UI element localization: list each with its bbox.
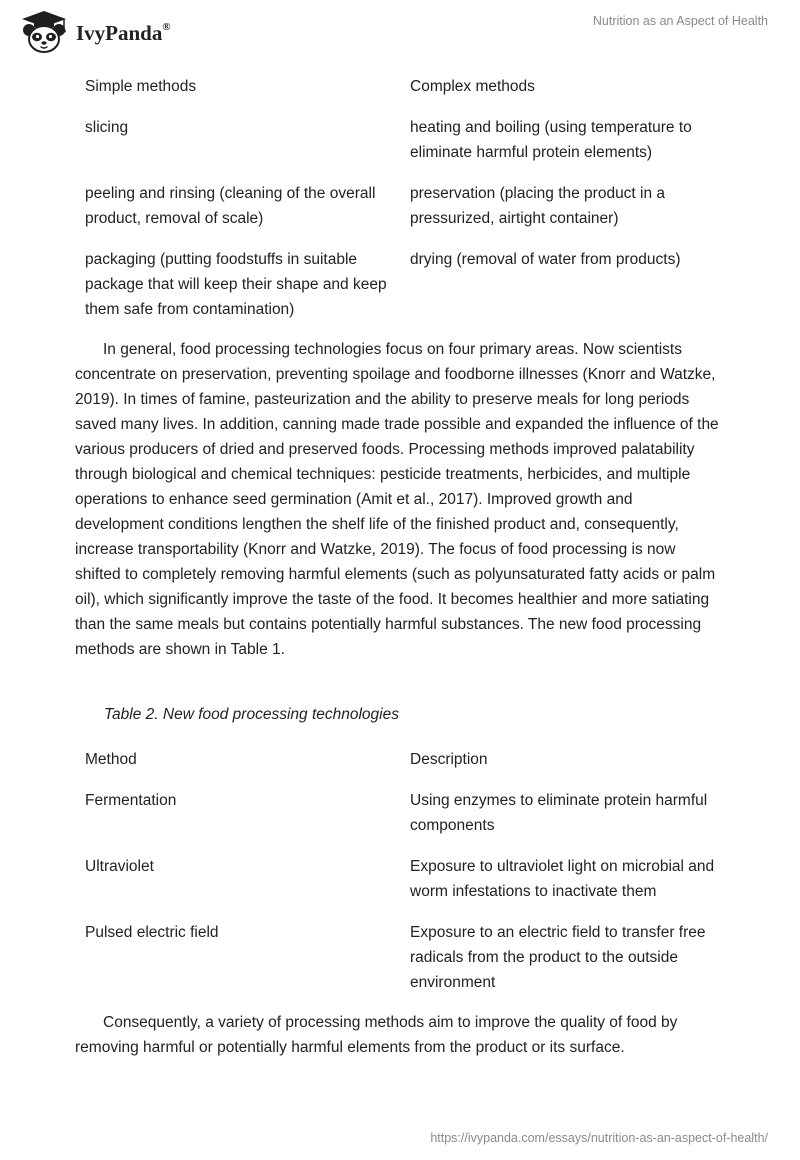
table-row [75,107,725,173]
table-cell: drying (removal of water from products) [410,251,681,268]
panda-graduate-icon [14,8,74,56]
table-header-row [75,739,725,780]
processing-methods-table [75,66,725,330]
table-header-cell: Description [410,751,488,768]
table-cell: Exposure to an electric field to transfer free radicals from the product to the outside environment [410,924,706,991]
table-cell: heating and boiling (using temperature to eliminate harmful protein elements) [410,119,692,161]
table-cell: Ultraviolet [85,858,154,875]
table-header-cell: Complex methods [410,78,535,95]
ivypanda-logo[interactable] [14,8,171,56]
table-row [75,846,725,912]
table-cell: Exposure to ultraviolet light on microbial and worm infestations to inactivate them [410,858,715,900]
table-cell: Fermentation [85,792,177,809]
table-cell: Pulsed electric field [85,924,219,941]
table-header-cell: Simple methods [85,78,197,95]
table-caption: Table 2. New food processing technologies [104,706,399,723]
table-row [75,173,725,239]
brand-name: IvyPanda® [76,20,171,45]
source-url-link[interactable]: https://ivypanda.com/essays/nutrition-as-an-aspect-of-health/ [430,1131,768,1145]
table-row [75,239,725,330]
table-header-cell: Method [85,751,137,768]
table-cell: peeling and rinsing (cleaning of the overall product, removal of scale) [85,185,376,227]
new-technologies-table [75,739,725,1003]
page-header [0,0,800,60]
table-header-row [75,66,725,107]
body-paragraph: In general, food processing technologies focus on four primary areas. Now scientists concentrate on preservation, preventing spoilage and foodborne illnesses (Knorr and Watzke, 2019). In times of famine, pasteurization and the ability to preserve meals for long periods saved many lives. In addition, canning made trade possible and expanded the influence of the various producers of dried and preserved foods. Processing methods improved palatability through biological and chemical techniques: pesticide treatments, herbicides, and multiple operations to enhance seed germination (Amit et al., 2017). Improved growth and development conditions lengthen the shelf life of the finished product and, consequently, increase transportability (Knorr and Watzke, 2019). The focus of food processing is now shifted to completely removing harmful elements (such as polyunsaturated fatty acids or palm oil), which significantly improve the taste of the food. It becomes healthier and more satiating than the same meals but contains potentially harmful substances. The new food processing methods are shown in Table 1. [75,341,719,658]
table-cell: preservation (placing the product in a pressurized, airtight container) [410,185,666,227]
table-cell: Using enzymes to eliminate protein harmful components [410,792,708,834]
table-row [75,912,725,1003]
body-paragraph: Consequently, a variety of processing methods aim to improve the quality of food by removing harmful or potentially harmful elements from the product or its surface. [75,1014,678,1056]
document-title: Nutrition as an Aspect of Health [592,14,768,28]
table-cell: slicing [85,119,129,136]
table-row [75,780,725,846]
table-cell: packaging (putting foodstuffs in suitable package that will keep their shape and keep them safe from contamination) [85,251,387,318]
